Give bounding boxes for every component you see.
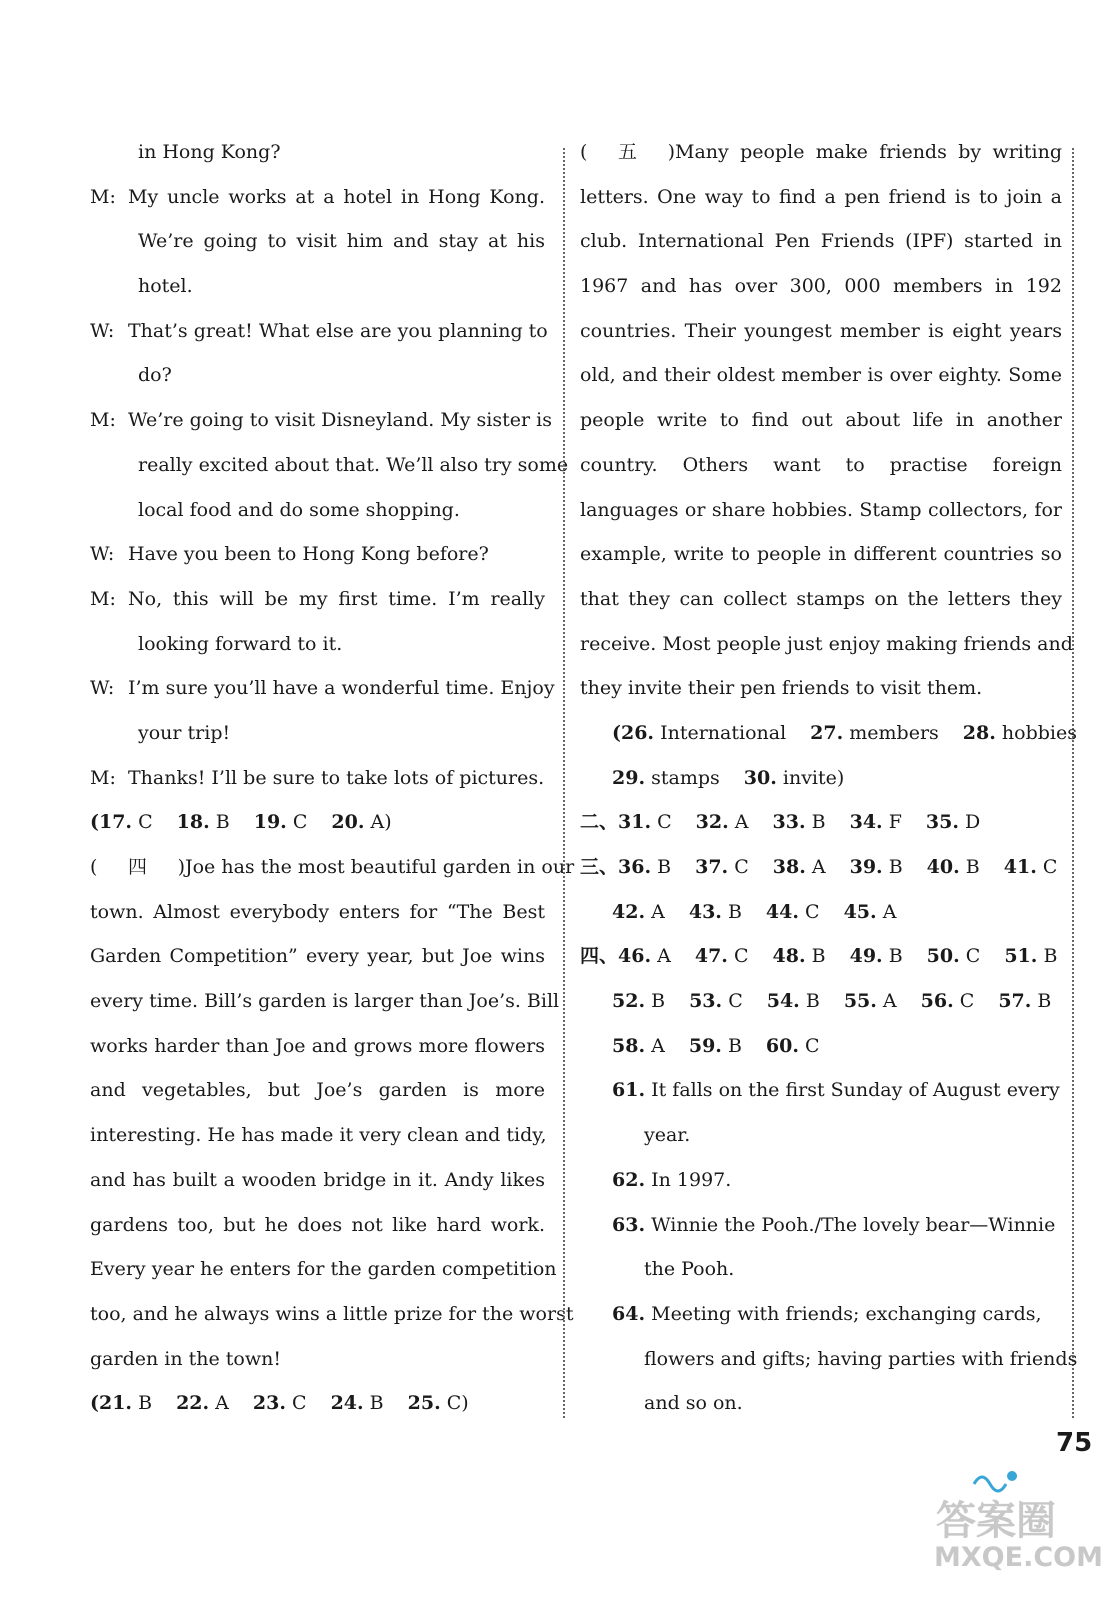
question-63-cont: the Pooh. xyxy=(644,1258,735,1281)
part-4-answers-row-1 xyxy=(580,934,1062,979)
passage-line xyxy=(90,1024,545,1069)
answer-item: 45. A xyxy=(843,900,897,923)
dialogue-text: hotel. xyxy=(138,275,193,298)
passage-line xyxy=(90,979,560,1024)
answer-item: 34. F xyxy=(849,811,902,834)
part-3-answers-row-2 xyxy=(580,890,1062,935)
passage-line xyxy=(90,934,545,979)
answer-item: 44. C xyxy=(765,900,820,923)
passage-text: that they can collect stamps on the letters they xyxy=(580,587,1062,610)
passage-line xyxy=(580,219,1062,264)
answer-item: 56. C xyxy=(920,990,975,1013)
passage-text: town. Almost everybody enters for “The Best xyxy=(90,900,545,923)
question-64-cont-1: flowers and gifts; having parties with friends xyxy=(644,1347,1078,1370)
answer-item: 54. B xyxy=(766,990,820,1013)
passage-text: interesting. He has made it very clean and tidy, xyxy=(90,1124,547,1147)
answer-item: 53. C xyxy=(689,990,743,1013)
section-4-passage xyxy=(90,845,575,1381)
answer-item: 42. A xyxy=(612,900,665,923)
part-4-answers-row-3 xyxy=(580,1024,1062,1069)
answer-item: 60. C xyxy=(765,1034,820,1057)
dialogue-text: local food and do some shopping. xyxy=(138,498,460,521)
answer-item: 33. B xyxy=(772,811,826,834)
answer-item: 43. B xyxy=(688,900,742,923)
passage-line xyxy=(580,130,1062,175)
answer-item: 20. A) xyxy=(331,811,392,834)
dialogue-text: My uncle works at a hotel in Hong Kong. xyxy=(128,185,545,208)
answer-item: 31. C xyxy=(618,811,672,834)
answer-item: 55. A xyxy=(843,990,897,1013)
answer-row-26-28 xyxy=(580,711,1077,756)
dialogue-line xyxy=(90,488,545,533)
passage-text: Every year he enters for the garden competition xyxy=(90,1258,557,1281)
passage-line xyxy=(580,532,1062,577)
passage-text: letters. One way to find a pen friend is to join a xyxy=(580,185,1062,208)
dialogue-text: No, this will be my first time. I’m really xyxy=(128,587,545,610)
passage-line xyxy=(90,890,545,935)
passage-line xyxy=(90,1337,545,1382)
right-edge-divider xyxy=(1072,148,1074,1418)
answer-item: 48. B xyxy=(772,945,826,968)
answer-item: 47. C xyxy=(694,945,749,968)
dialogue-text: do? xyxy=(138,364,172,387)
answer-item: 24. B xyxy=(330,1392,384,1415)
passage-line xyxy=(580,398,1062,443)
passage-text: gardens too, but he does not like hard work. xyxy=(90,1213,545,1236)
passage-line xyxy=(580,309,1062,354)
answer-item: 57. B xyxy=(998,990,1052,1013)
dialogue-line xyxy=(90,309,548,354)
question-63: 63. Winnie the Pooh./The lovely bear—Winnie xyxy=(612,1213,1056,1236)
dialogue-line xyxy=(90,398,552,443)
part-3-answers-row-1 xyxy=(580,845,1062,890)
right-column xyxy=(580,130,1078,1426)
answer-item: 28. hobbies xyxy=(962,721,1077,744)
passage-text: Many people make friends by writing xyxy=(675,141,1062,163)
passage-text: every time. Bill’s garden is larger than Joe’s. Bill xyxy=(90,990,560,1013)
question-62: 62. In 1997. xyxy=(612,1168,732,1191)
answer-item: 51. B xyxy=(1004,945,1058,968)
passage-text: country. Others want to practise foreign xyxy=(580,453,1062,476)
answer-item: 39. B xyxy=(849,856,903,878)
passage-line xyxy=(580,488,1062,533)
passage-text: languages or share hobbies. Stamp collectors, for xyxy=(580,498,1062,521)
speaker-label: W: xyxy=(90,677,115,700)
answer-item: 18. B xyxy=(176,811,230,834)
dialogue-text: We’re going to visit Disneyland. My sister is xyxy=(128,409,552,432)
question-64: 64. Meeting with friends; exchanging cards, xyxy=(612,1302,1042,1325)
answer-item: 37. C xyxy=(695,856,749,878)
part-4-label: 四、 xyxy=(580,945,619,968)
speaker-label: W: xyxy=(90,319,115,342)
passage-line xyxy=(90,845,575,890)
part-2-answers xyxy=(580,800,1062,845)
passage-text: club. International Pen Friends (IPF) started in xyxy=(580,230,1062,253)
dialogue-line xyxy=(90,353,545,398)
passage-line xyxy=(580,175,1062,220)
dialogue-text: your trip! xyxy=(138,721,231,744)
dialogue-text: really excited about that. We’ll also try some xyxy=(138,453,569,476)
dialogue-text: Thanks! I’ll be sure to take lots of pictures. xyxy=(128,766,545,789)
answer-item: 52. B xyxy=(612,990,666,1013)
dialogue-line xyxy=(90,219,545,264)
dialogue-text: We’re going to visit him and stay at his xyxy=(138,230,545,253)
dialogue-line xyxy=(90,443,569,488)
passage-line xyxy=(580,577,1062,622)
answer-item: (17. C xyxy=(90,811,153,834)
column-divider xyxy=(563,148,565,1418)
dialogue-line xyxy=(90,711,545,756)
passage-text: receive. Most people just enjoy making friends and xyxy=(580,632,1073,655)
passage-text: works harder than Joe and grows more flowers xyxy=(90,1034,545,1057)
answer-item: 25. C) xyxy=(407,1392,469,1415)
answer-item: 46. A xyxy=(618,945,671,968)
passage-text: old, and their oldest member is over eighty. Some xyxy=(580,364,1062,387)
watermark-text: MXQE.COM xyxy=(934,1542,1103,1573)
passage-line xyxy=(580,622,1073,667)
passage-line xyxy=(90,1158,545,1203)
speaker-label: M: xyxy=(90,185,116,208)
passage-line xyxy=(580,353,1062,398)
dialogue-line xyxy=(90,532,545,577)
passage-text: example, write to people in different countries so xyxy=(580,543,1062,566)
passage-line xyxy=(90,1247,557,1292)
answer-item: 22. A xyxy=(176,1392,229,1415)
dialogue-text: looking forward to it. xyxy=(138,632,343,655)
passage-text: countries. Their youngest member is eight years xyxy=(580,319,1062,342)
dialogue-line xyxy=(90,130,545,175)
passage-line xyxy=(580,666,1062,711)
answer-item: 58. A xyxy=(612,1034,665,1057)
dialogue-line xyxy=(90,577,545,622)
dialogue-block xyxy=(90,130,569,800)
answer-item: 19. C xyxy=(253,811,308,834)
question-64-cont-2: and so on. xyxy=(644,1392,743,1415)
section-tag: (五) xyxy=(580,141,675,163)
dialogue-line xyxy=(90,175,545,220)
page-number: 75 xyxy=(1056,1428,1093,1458)
dialogue-text: That’s great! What else are you planning to xyxy=(128,319,548,342)
passage-line xyxy=(90,1292,574,1337)
answer-item: (26. International xyxy=(612,721,787,744)
passage-line xyxy=(90,1068,545,1113)
answer-item: 59. B xyxy=(688,1034,742,1057)
watermark-logo-icon xyxy=(926,1462,1103,1573)
part-4-answers-row-2 xyxy=(580,979,1062,1024)
passage-text: people write to find out about life in another xyxy=(580,409,1062,432)
section-5-passage xyxy=(580,130,1073,711)
passage-text: garden in the town! xyxy=(90,1347,281,1370)
part-2-label: 二、 xyxy=(580,811,619,834)
dialogue-line xyxy=(90,756,545,801)
section-tag: (四) xyxy=(90,856,185,878)
answer-item: 41. C xyxy=(1003,856,1058,878)
part-3-label: 三、 xyxy=(580,856,619,878)
passage-line xyxy=(90,1203,545,1248)
answer-row-17-20 xyxy=(90,800,545,845)
dialogue-text: in Hong Kong? xyxy=(138,141,281,163)
passage-text: Garden Competition” every year, but Joe wins xyxy=(90,945,545,968)
dialogue-line xyxy=(90,622,545,667)
question-61: 61. It falls on the first Sunday of August every xyxy=(612,1079,1060,1102)
speaker-label: M: xyxy=(90,587,116,610)
passage-text: Joe has the most beautiful garden in our xyxy=(185,856,575,878)
answer-item: 35. D xyxy=(925,811,981,834)
passage-text: and vegetables, but Joe’s garden is more xyxy=(90,1079,545,1102)
passage-text: 1967 and has over 300, 000 members in 192 xyxy=(580,275,1062,298)
passage-text: they invite their pen friends to visit them. xyxy=(580,677,983,700)
left-column xyxy=(90,130,575,1426)
answer-item: 40. B xyxy=(926,856,980,878)
speaker-label: M: xyxy=(90,409,116,432)
answer-item: 50. C xyxy=(926,945,981,968)
passage-line xyxy=(580,264,1062,309)
answer-item: 30. invite) xyxy=(743,766,845,789)
answer-item: (21. B xyxy=(90,1392,153,1415)
speaker-label: W: xyxy=(90,543,115,566)
answer-item: 32. A xyxy=(695,811,749,834)
watermark-chars: 答案圈 xyxy=(936,1498,1056,1544)
answer-row-29-30 xyxy=(580,756,1062,801)
dialogue-text: I’m sure you’ll have a wonderful time. Enjoy xyxy=(128,677,555,700)
passage-line xyxy=(90,1113,545,1158)
dialogue-line xyxy=(90,264,545,309)
answer-item: 27. members xyxy=(810,721,939,744)
answer-item: 23. C xyxy=(252,1392,307,1415)
answer-item: 29. stamps xyxy=(612,766,720,789)
passage-line xyxy=(580,443,1062,488)
answer-row-21-25 xyxy=(90,1381,545,1426)
question-61-cont: year. xyxy=(644,1124,691,1147)
dialogue-text: Have you been to Hong Kong before? xyxy=(128,543,489,566)
dialogue-line xyxy=(90,666,555,711)
passage-text: and has built a wooden bridge in it. Andy likes xyxy=(90,1168,545,1191)
answer-item: 36. B xyxy=(618,856,672,878)
speaker-label: M: xyxy=(90,766,116,789)
answer-item: 38. A xyxy=(772,856,826,878)
answer-item: 49. B xyxy=(849,945,903,968)
passage-text: too, and he always wins a little prize for the worst xyxy=(90,1302,574,1325)
